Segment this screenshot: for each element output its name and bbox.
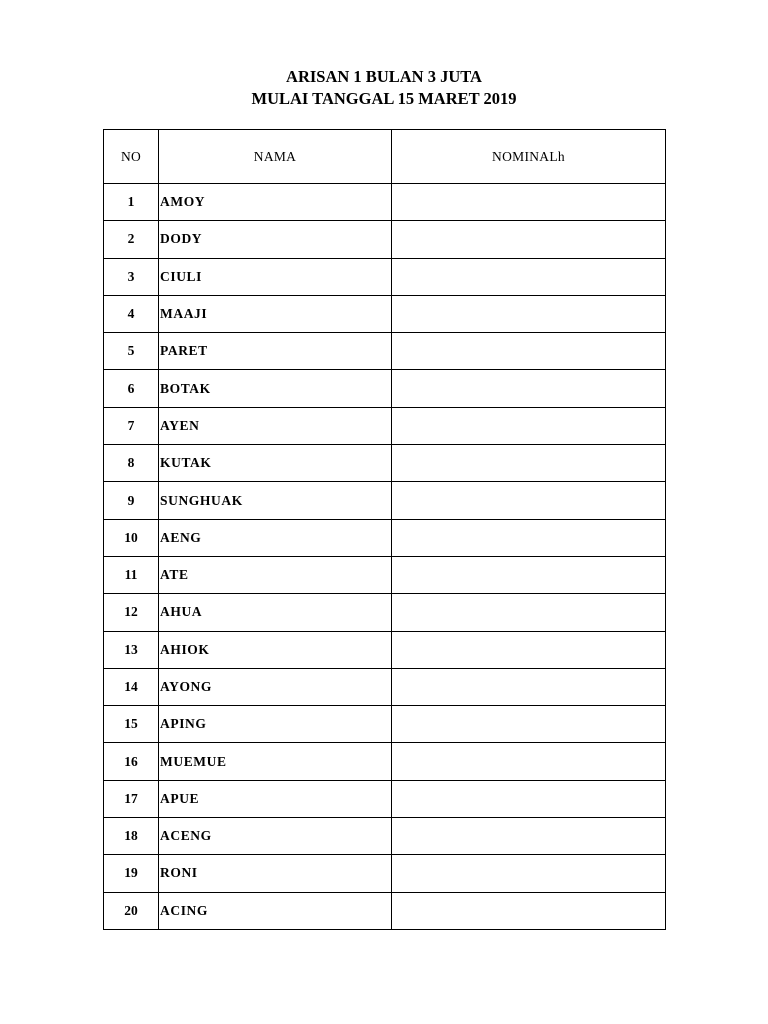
row-number: 20	[104, 892, 159, 929]
row-number: 17	[104, 780, 159, 817]
table-row	[104, 370, 666, 407]
table-row	[104, 184, 666, 221]
row-number: 12	[104, 594, 159, 631]
row-number: 13	[104, 631, 159, 668]
row-number: 16	[104, 743, 159, 780]
row-nama: AYEN	[159, 407, 392, 444]
row-nominal	[392, 818, 666, 855]
row-nama: MUEMUE	[159, 743, 392, 780]
row-nama: AMOY	[159, 184, 392, 221]
table-header-row	[104, 130, 666, 184]
row-nama: APING	[159, 706, 392, 743]
row-number: 5	[104, 333, 159, 370]
arisan-table	[103, 129, 666, 930]
row-nominal	[392, 855, 666, 892]
table-row	[104, 668, 666, 705]
row-number: 11	[104, 556, 159, 593]
row-nominal	[392, 333, 666, 370]
row-nominal	[392, 258, 666, 295]
row-nominal	[392, 221, 666, 258]
document-title	[0, 66, 768, 110]
row-number: 3	[104, 258, 159, 295]
table-row	[104, 743, 666, 780]
row-nominal	[392, 482, 666, 519]
table-row	[104, 631, 666, 668]
table-row	[104, 258, 666, 295]
row-nama: AHIOK	[159, 631, 392, 668]
row-nama: AHUA	[159, 594, 392, 631]
row-nominal	[392, 631, 666, 668]
row-nama: ACENG	[159, 818, 392, 855]
table-row	[104, 407, 666, 444]
row-nama: AYONG	[159, 668, 392, 705]
row-number: 2	[104, 221, 159, 258]
row-nominal	[392, 892, 666, 929]
row-number: 19	[104, 855, 159, 892]
row-nama: KUTAK	[159, 445, 392, 482]
table-row	[104, 482, 666, 519]
title-line-2: MULAI TANGGAL 15 MARET 2019	[251, 89, 517, 108]
row-nominal	[392, 370, 666, 407]
row-nominal	[392, 407, 666, 444]
row-nominal	[392, 295, 666, 332]
row-nama: ATE	[159, 556, 392, 593]
header-no: NO	[104, 130, 159, 184]
row-nominal	[392, 556, 666, 593]
table-row	[104, 519, 666, 556]
row-nama: CIULI	[159, 258, 392, 295]
row-nominal	[392, 445, 666, 482]
table-row	[104, 855, 666, 892]
table-row	[104, 892, 666, 929]
table-row	[104, 706, 666, 743]
row-nama: AENG	[159, 519, 392, 556]
row-nama: PARET	[159, 333, 392, 370]
row-nama: MAAJI	[159, 295, 392, 332]
table-row	[104, 221, 666, 258]
row-number: 15	[104, 706, 159, 743]
row-nominal	[392, 706, 666, 743]
row-nama: BOTAK	[159, 370, 392, 407]
row-nama: SUNGHUAK	[159, 482, 392, 519]
table-row	[104, 556, 666, 593]
row-number: 8	[104, 445, 159, 482]
row-nominal	[392, 780, 666, 817]
row-number: 9	[104, 482, 159, 519]
row-nominal	[392, 594, 666, 631]
header-nama: NAMA	[159, 130, 392, 184]
header-nominal: NOMINALh	[392, 130, 666, 184]
row-nama: ACING	[159, 892, 392, 929]
table-row	[104, 333, 666, 370]
row-nama: DODY	[159, 221, 392, 258]
title-line-1: ARISAN 1 BULAN 3 JUTA	[286, 67, 482, 86]
table-row	[104, 594, 666, 631]
row-number: 18	[104, 818, 159, 855]
row-nominal	[392, 743, 666, 780]
table-row	[104, 445, 666, 482]
table-row	[104, 780, 666, 817]
row-number: 1	[104, 184, 159, 221]
row-nama: APUE	[159, 780, 392, 817]
row-nominal	[392, 184, 666, 221]
row-number: 6	[104, 370, 159, 407]
row-number: 14	[104, 668, 159, 705]
table-row	[104, 295, 666, 332]
row-nominal	[392, 668, 666, 705]
row-number: 7	[104, 407, 159, 444]
table-row	[104, 818, 666, 855]
row-nominal	[392, 519, 666, 556]
row-number: 10	[104, 519, 159, 556]
table-body	[104, 184, 666, 930]
row-number: 4	[104, 295, 159, 332]
row-nama: RONI	[159, 855, 392, 892]
